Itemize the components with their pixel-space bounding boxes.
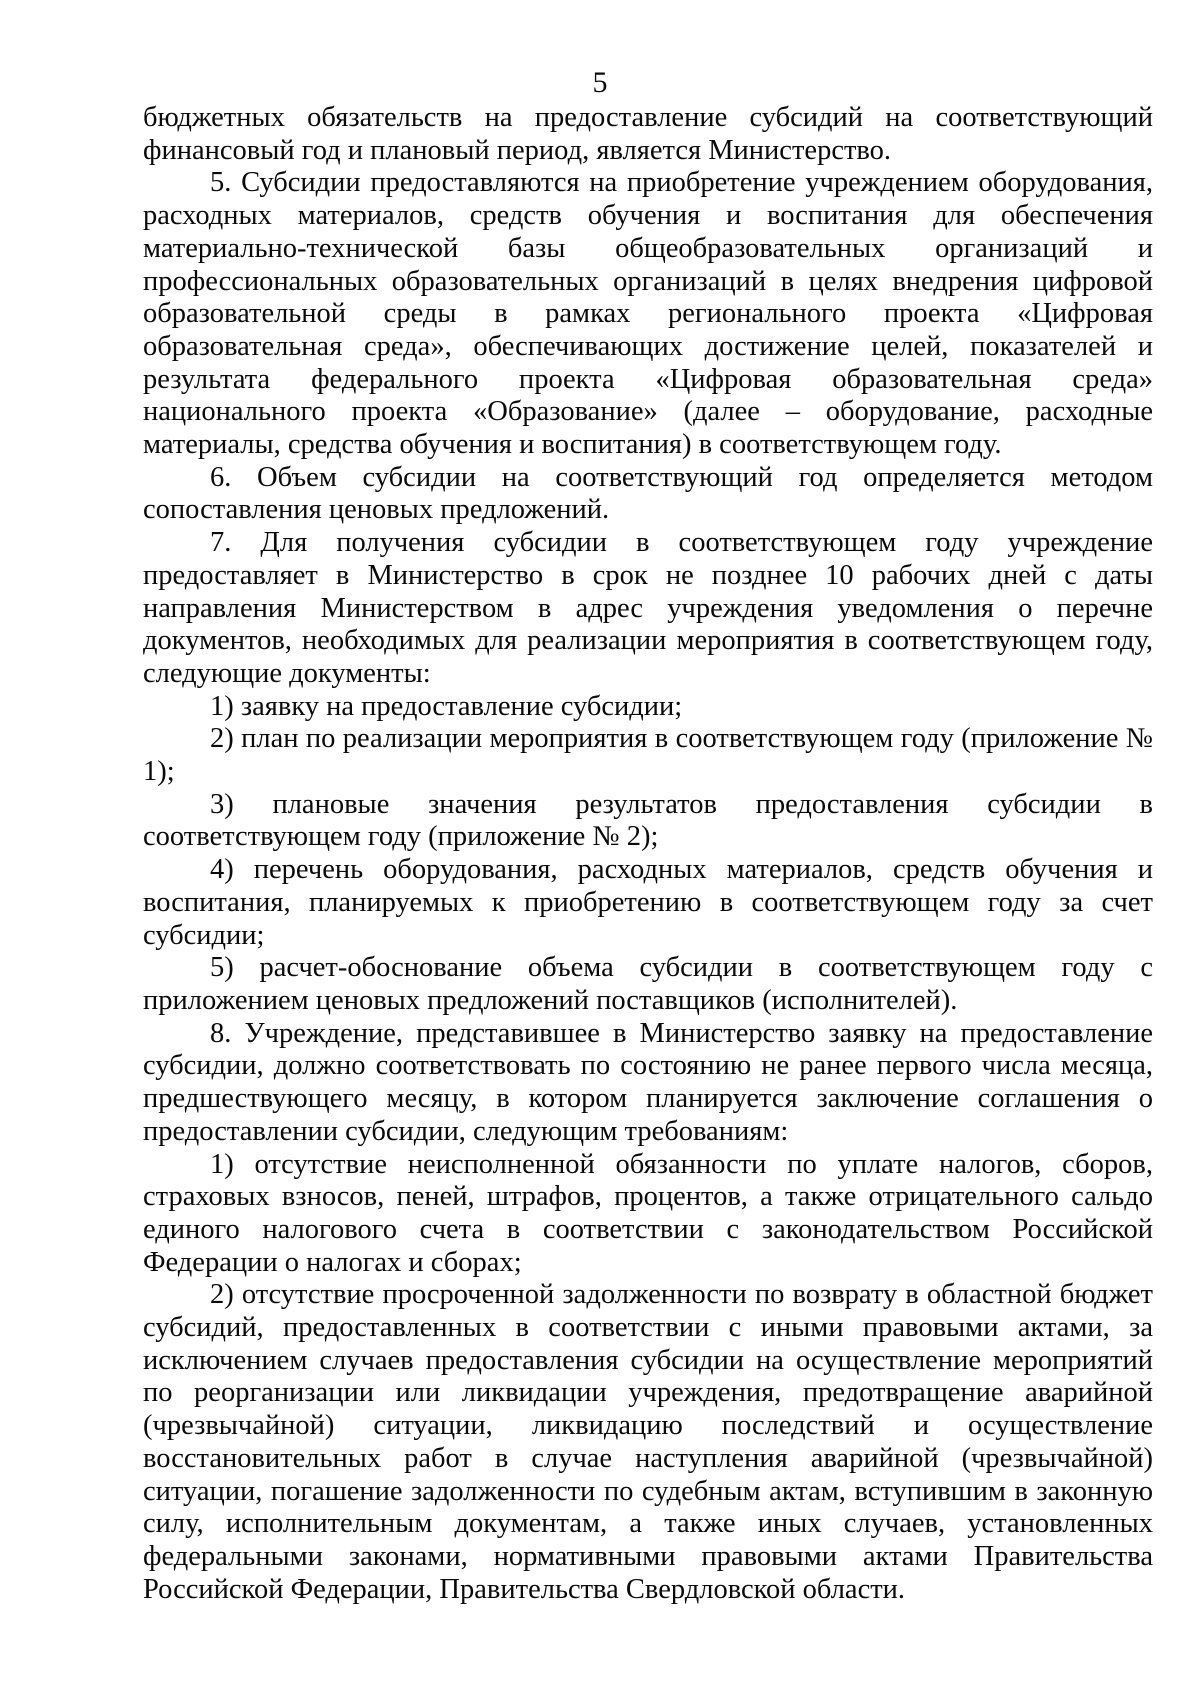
- paragraph-item-6: 6. Объем субсидии на соответствующий год определяется методом сопоставления ценовых предложений.: [143, 461, 1153, 526]
- paragraph-item-7: 7. Для получения субсидии в соответствующем году учреждение предоставляет в Министерство в срок не позднее 10 рабочих дней с даты направления Министерством в адрес учреждения уведомления о перечне документов, необходимых для реализации мероприятия в соответствующем году, следующие документы:: [143, 527, 1153, 689]
- subitem-8-2: 2) отсутствие просроченной задолженности по возврату в областной бюджет субсидий, предоставленных в соответствии с иными правовыми актами, за исключением случаев предоставления субсидии на осуществление мероприятий по реорганизации или ликвидации учреждения, предотвращение аварийной (чрезвычайной) ситуации, ликвидацию последствий и осуществление восстановительных работ в случае наступления аварийной (чрезвычайной) ситуации, погашение задолженности по судебным актам, вступившим в законную силу, исполнительным документам, а также иных случаев, установленных федеральными законами, нормативными правовыми актами Правительства Российской Федерации, Правительства Свердловской области.: [143, 1279, 1153, 1605]
- paragraph-item-5: 5. Субсидии предоставляются на приобретение учреждением оборудования, расходных материалов, средств обучения и воспитания для обеспечения материально-технической базы общеобразовательных организаций и профессиональных образовательных организаций в целях внедрения цифровой образовательной среды в рамках регионального проекта «Цифровая образовательная среда», обеспечивающих достижение целей, показателей и результата федерального проекта «Цифровая образовательная среда» национального проекта «Образование» (далее – оборудование, расходные материалы, средства обучения и воспитания) в соответствующем году.: [143, 167, 1153, 461]
- subitem-7-4: 4) перечень оборудования, расходных материалов, средств обучения и воспитания, планируемых к приобретению в соответствующем году за счет субсидии;: [143, 854, 1153, 951]
- document-body: [143, 102, 1153, 1606]
- subitem-7-2: 2) план по реализации мероприятия в соответствующем году (приложение № 1);: [143, 723, 1153, 788]
- subitem-7-1: 1) заявку на предоставление субсидии;: [210, 690, 683, 722]
- paragraph-item-8: 8. Учреждение, представившее в Министерство заявку на предоставление субсидии, должно соответствовать по состоянию не ранее первого числа месяца, предшествующего месяцу, в котором планируется заключение соглашения о предоставлении субсидии, следующим требованиям:: [143, 1017, 1153, 1147]
- subitem-7-5: 5) расчет-обоснование объема субсидии в соответствующем году с приложением ценовых предложений поставщиков (исполнителей).: [143, 952, 1153, 1016]
- subitem-7-3: 3) плановые значения результатов предоставления субсидии в соответствующем году (приложение № 2);: [143, 788, 1153, 853]
- page-number: 5: [592, 66, 608, 99]
- paragraph-continuation: бюджетных обязательств на предоставление субсидий на соответствующий финансовый год и плановый период, является Министерство.: [143, 102, 1153, 166]
- subitem-8-1: 1) отсутствие неисполненной обязанности по уплате налогов, сборов, страховых взносов, пеней, штрафов, процентов, а также отрицательного сальдо единого налогового счета в соответствии с законодательством Российской Федерации о налогах и сборах;: [143, 1148, 1153, 1278]
